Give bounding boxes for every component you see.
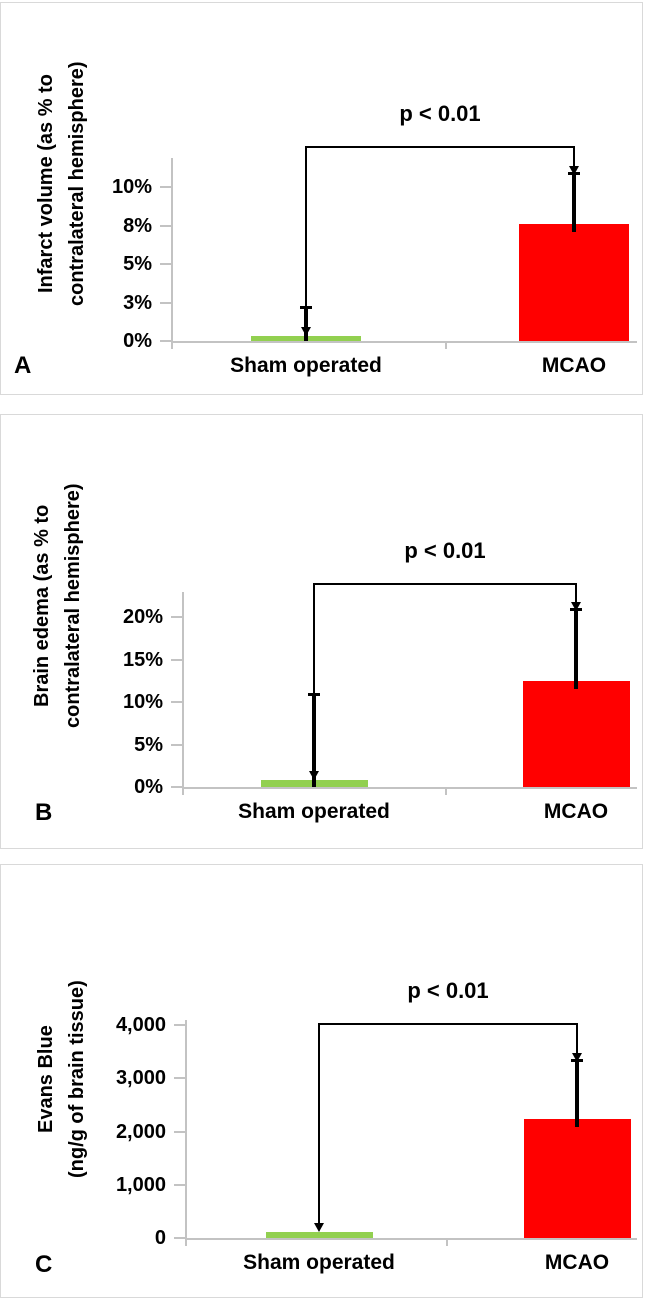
significance-bracket-left bbox=[318, 1023, 320, 1227]
bar-mcao bbox=[524, 1119, 631, 1238]
y-tick-label: 4,000 bbox=[115, 1014, 166, 1037]
bracket-arrow-down bbox=[572, 1053, 582, 1062]
bar-mcao bbox=[523, 681, 630, 787]
bracket-arrow-down bbox=[301, 327, 311, 336]
bracket-arrow-down bbox=[571, 602, 581, 611]
category-label: Sham operated bbox=[243, 1251, 395, 1274]
panel-letter: A bbox=[14, 352, 32, 379]
bracket-arrow-down bbox=[569, 166, 579, 175]
plot-area bbox=[1, 415, 642, 848]
error-bar bbox=[574, 609, 578, 689]
y-axis-tick bbox=[171, 616, 183, 618]
y-axis-tick bbox=[160, 225, 172, 227]
significance-bracket-right bbox=[576, 1023, 578, 1056]
y-axis-tick bbox=[160, 340, 172, 342]
y-axis-tick bbox=[174, 1131, 186, 1133]
error-bar bbox=[575, 1060, 579, 1127]
y-axis-tick bbox=[171, 701, 183, 703]
y-axis-line bbox=[182, 592, 184, 795]
y-tick-label: 0% bbox=[123, 330, 152, 352]
significance-bracket-left bbox=[305, 146, 307, 330]
panel-letter: B bbox=[35, 799, 53, 826]
panel-a-infarct-volume bbox=[0, 2, 643, 395]
significance-bracket-top bbox=[318, 1023, 578, 1025]
plot-area bbox=[1, 865, 642, 1297]
y-tick-label: 1,000 bbox=[115, 1173, 166, 1196]
y-axis-tick bbox=[174, 1024, 186, 1026]
y-tick-label: 0 bbox=[154, 1227, 166, 1249]
y-axis-tick bbox=[171, 786, 183, 788]
y-axis-tick bbox=[160, 302, 172, 304]
x-axis-line bbox=[185, 1238, 637, 1240]
x-axis-tick bbox=[445, 341, 447, 349]
x-axis-tick bbox=[446, 1238, 448, 1246]
y-axis-tick bbox=[174, 1077, 186, 1079]
x-axis-line bbox=[182, 787, 637, 789]
error-bar bbox=[572, 173, 576, 232]
y-axis-title-line1: Evans Blue bbox=[35, 1025, 57, 1133]
y-axis-title-line2: (ng/g of brain tissue) bbox=[66, 980, 88, 1178]
y-axis-tick bbox=[171, 744, 183, 746]
y-tick-label: 5% bbox=[123, 253, 152, 276]
y-tick-label: 0% bbox=[134, 776, 163, 798]
y-axis-tick bbox=[171, 659, 183, 661]
x-axis-line bbox=[171, 341, 637, 343]
y-axis-title-line1: Infarct volume (as % to bbox=[35, 74, 57, 294]
y-tick-label: 3% bbox=[123, 291, 152, 314]
x-axis-tick bbox=[445, 787, 447, 795]
category-label: MCAO bbox=[544, 1251, 610, 1274]
p-value-label: p < 0.01 bbox=[407, 977, 489, 1003]
p-value-label: p < 0.01 bbox=[399, 100, 481, 126]
y-tick-label: 5% bbox=[134, 733, 163, 756]
y-axis-tick bbox=[174, 1237, 186, 1239]
plot-area bbox=[1, 3, 642, 394]
y-axis-tick bbox=[174, 1184, 186, 1186]
y-tick-label: 15% bbox=[122, 648, 163, 671]
y-axis-tick bbox=[160, 186, 172, 188]
significance-bracket-top bbox=[313, 583, 577, 585]
p-value-label: p < 0.01 bbox=[404, 538, 486, 564]
y-tick-label: 2,000 bbox=[115, 1120, 166, 1143]
category-label: Sham operated bbox=[238, 800, 390, 823]
significance-bracket-top bbox=[305, 146, 575, 148]
bar-mcao bbox=[519, 224, 629, 341]
panel-b-brain-edema bbox=[0, 414, 643, 849]
significance-bracket-left bbox=[313, 583, 315, 774]
y-tick-label: 10% bbox=[122, 691, 163, 714]
category-label: MCAO bbox=[543, 800, 609, 823]
y-axis-tick bbox=[160, 263, 172, 265]
bracket-arrow-down bbox=[309, 771, 319, 780]
panel-c-evans-blue bbox=[0, 864, 643, 1298]
y-tick-label: 3,000 bbox=[115, 1067, 166, 1090]
panel-letter: C bbox=[35, 1251, 53, 1278]
bar-sham-operated bbox=[266, 1232, 373, 1238]
y-axis-line bbox=[185, 1020, 187, 1246]
category-label: MCAO bbox=[541, 354, 607, 377]
y-axis-title-line1: Brain edema (as % to bbox=[31, 504, 53, 708]
y-axis-title-line2: contralateral hemisphere) bbox=[62, 483, 84, 729]
y-tick-label: 10% bbox=[111, 176, 152, 199]
y-tick-label: 8% bbox=[123, 214, 152, 237]
y-tick-label: 20% bbox=[122, 606, 163, 629]
category-label: Sham operated bbox=[230, 354, 382, 377]
y-axis-title-line2: contralateral hemisphere) bbox=[66, 61, 88, 307]
bracket-arrow-down bbox=[314, 1223, 324, 1232]
